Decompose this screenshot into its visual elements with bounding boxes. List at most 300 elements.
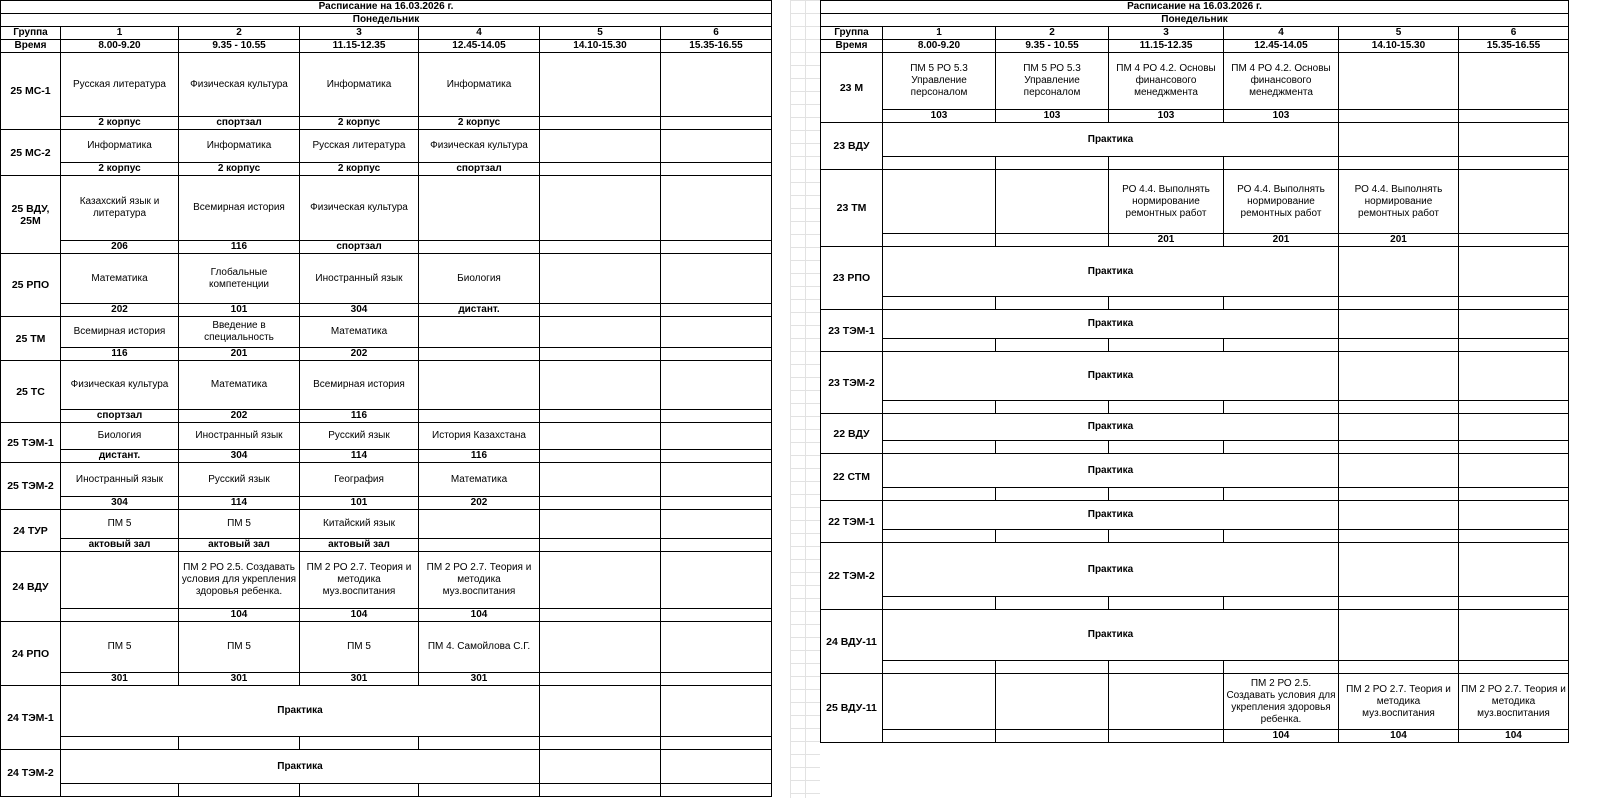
room-cell — [883, 441, 996, 454]
room-cell — [661, 450, 772, 463]
room-cell: 101 — [179, 304, 300, 317]
subject-cell: История Казахстана — [419, 423, 540, 450]
room-cell: актовый зал — [179, 539, 300, 552]
group-column-header: Группа — [821, 27, 883, 40]
subject-cell — [540, 463, 661, 497]
room-cell: 101 — [300, 497, 419, 510]
subject-cell: ПМ 4 РО 4.2. Основы финансового менеджмента — [1224, 53, 1339, 110]
pair-number: 5 — [540, 27, 661, 40]
room-row — [821, 597, 1569, 610]
pair-time: 15.35-16.55 — [661, 40, 772, 53]
subject-cell: РО 4.4. Выполнять нормирование ремонтных работ — [1109, 170, 1224, 234]
subject-cell: Русская литература — [300, 130, 419, 163]
group-name: 22 ТЭМ-2 — [821, 543, 883, 610]
subject-cell: Китайский язык — [300, 510, 419, 539]
subject-cell: ПМ 5 — [300, 622, 419, 673]
pair-time: 12.45-14.05 — [1224, 40, 1339, 53]
room-cell — [1459, 110, 1569, 123]
table-row — [821, 123, 1569, 157]
room-cell — [1109, 157, 1224, 170]
room-cell: 206 — [61, 241, 179, 254]
subject-cell: Физическая культура — [179, 53, 300, 117]
pair-time: 14.10-15.30 — [540, 40, 661, 53]
room-cell: 103 — [883, 110, 996, 123]
subject-cell: Информатика — [300, 53, 419, 117]
room-cell — [540, 539, 661, 552]
subject-cell: Биология — [61, 423, 179, 450]
spreadsheet-gap — [790, 0, 820, 798]
subject-cell: ПМ 4 РО 4.2. Основы финансового менеджмента — [1109, 53, 1224, 110]
room-cell — [883, 297, 996, 310]
empty-cell — [1459, 501, 1569, 530]
room-cell — [1224, 297, 1339, 310]
subject-cell — [661, 510, 772, 539]
room-cell — [540, 609, 661, 622]
table-row — [1, 176, 772, 241]
subject-cell — [661, 254, 772, 304]
room-cell — [1224, 339, 1339, 352]
subject-cell — [1109, 674, 1224, 730]
subject-cell: ПМ 2 РО 2.5. Создавать условия для укрепления здоровья ребенка. — [1224, 674, 1339, 730]
room-cell — [661, 539, 772, 552]
room-cell — [540, 784, 661, 797]
room-cell — [661, 241, 772, 254]
room-cell — [996, 234, 1109, 247]
room-cell — [883, 234, 996, 247]
subject-cell — [661, 53, 772, 117]
subject-cell — [540, 130, 661, 163]
subject-cell — [883, 170, 996, 234]
group-name: 24 ТУР — [1, 510, 61, 552]
subject-cell — [540, 552, 661, 609]
empty-cell — [1459, 352, 1569, 401]
room-cell — [1459, 339, 1569, 352]
practice-cell: Практика — [61, 686, 540, 737]
room-cell — [419, 784, 540, 797]
room-cell — [883, 401, 996, 414]
subject-cell — [540, 423, 661, 450]
subject-cell — [540, 254, 661, 304]
subject-cell: Иностранный язык — [61, 463, 179, 497]
group-name: 25 ТЭМ-1 — [1, 423, 61, 463]
subject-cell: РО 4.4. Выполнять нормирование ремонтных работ — [1224, 170, 1339, 234]
subject-cell: Математика — [419, 463, 540, 497]
table-row — [1, 317, 772, 348]
practice-cell: Практика — [61, 750, 540, 784]
room-cell: 116 — [179, 241, 300, 254]
room-cell — [1224, 530, 1339, 543]
room-cell: 301 — [179, 673, 300, 686]
subject-cell — [419, 361, 540, 410]
room-cell — [1339, 401, 1459, 414]
room-row — [1, 737, 772, 750]
room-cell — [1224, 401, 1339, 414]
room-cell — [883, 157, 996, 170]
room-cell — [1459, 597, 1569, 610]
pair-time: 12.45-14.05 — [419, 40, 540, 53]
room-cell — [179, 737, 300, 750]
room-cell — [540, 117, 661, 130]
empty-cell — [1339, 414, 1459, 441]
subject-cell: Информатика — [179, 130, 300, 163]
room-cell — [540, 737, 661, 750]
subject-cell — [661, 130, 772, 163]
table-row — [1, 53, 772, 117]
subject-cell: Иностранный язык — [179, 423, 300, 450]
empty-cell — [1459, 454, 1569, 488]
room-cell — [1459, 297, 1569, 310]
subject-cell — [1459, 53, 1569, 110]
room-cell: 104 — [1339, 730, 1459, 743]
room-cell — [996, 157, 1109, 170]
subject-cell: Глобальные компетенции — [179, 254, 300, 304]
pair-number: 1 — [61, 27, 179, 40]
pair-header-row — [1, 27, 772, 40]
room-cell — [996, 297, 1109, 310]
table-row — [821, 414, 1569, 441]
subject-cell: Информатика — [61, 130, 179, 163]
table-row — [821, 247, 1569, 297]
room-cell: 202 — [300, 348, 419, 361]
room-cell — [179, 784, 300, 797]
room-cell: 103 — [1224, 110, 1339, 123]
empty-cell — [1459, 310, 1569, 339]
subject-cell: ПМ 5 РО 5.3 Управление персоналом — [996, 53, 1109, 110]
group-name: 22 ТЭМ-1 — [821, 501, 883, 543]
schedule-title: Расписание на 16.03.2026 г. — [821, 1, 1569, 14]
subject-cell — [419, 176, 540, 241]
subject-cell: ПМ 4. Самойлова С.Г. — [419, 622, 540, 673]
room-cell: 301 — [61, 673, 179, 686]
room-cell — [540, 304, 661, 317]
room-cell: спортзал — [300, 241, 419, 254]
room-cell — [61, 609, 179, 622]
subject-cell — [661, 317, 772, 348]
table-row — [1, 254, 772, 304]
room-cell — [1339, 530, 1459, 543]
empty-cell — [1339, 610, 1459, 661]
room-cell: актовый зал — [300, 539, 419, 552]
subject-cell: Биология — [419, 254, 540, 304]
room-row — [1, 163, 772, 176]
room-cell — [996, 661, 1109, 674]
group-name: 25 ТЭМ-2 — [1, 463, 61, 510]
practice-cell: Практика — [883, 352, 1339, 401]
group-name: 24 ВДУ-11 — [821, 610, 883, 674]
room-cell: 304 — [61, 497, 179, 510]
room-cell — [1224, 157, 1339, 170]
pair-number: 4 — [1224, 27, 1339, 40]
room-cell — [1224, 488, 1339, 501]
time-column-header: Время — [821, 40, 883, 53]
room-cell — [661, 410, 772, 423]
subject-cell — [661, 463, 772, 497]
time-column-header: Время — [1, 40, 61, 53]
empty-cell — [1459, 610, 1569, 661]
room-row — [1, 497, 772, 510]
room-cell: 116 — [300, 410, 419, 423]
room-cell: 2 корпус — [300, 117, 419, 130]
subject-cell — [661, 622, 772, 673]
room-cell: 104 — [1224, 730, 1339, 743]
group-name: 25 МС-1 — [1, 53, 61, 130]
room-row — [1, 117, 772, 130]
room-cell — [300, 737, 419, 750]
table-row — [1, 552, 772, 609]
room-cell — [540, 410, 661, 423]
room-cell: 202 — [179, 410, 300, 423]
room-cell: 202 — [61, 304, 179, 317]
table-row — [821, 310, 1569, 339]
practice-cell: Практика — [883, 310, 1339, 339]
room-cell — [661, 304, 772, 317]
room-cell: 104 — [1459, 730, 1569, 743]
room-cell: 2 корпус — [61, 117, 179, 130]
empty-cell — [1459, 247, 1569, 297]
group-name: 23 ВДУ — [821, 123, 883, 170]
room-cell — [419, 539, 540, 552]
room-cell — [1109, 730, 1224, 743]
pair-time: 8.00-9.20 — [61, 40, 179, 53]
room-cell: 114 — [179, 497, 300, 510]
group-name: 23 ТЭМ-1 — [821, 310, 883, 352]
room-cell — [883, 661, 996, 674]
subject-cell: ПМ 2 РО 2.7. Теория и методика муз.воспитания — [1339, 674, 1459, 730]
pair-time: 9.35 - 10.55 — [179, 40, 300, 53]
empty-cell — [1339, 352, 1459, 401]
table-row — [1, 622, 772, 673]
room-cell — [1459, 441, 1569, 454]
subject-cell: ПМ 5 — [61, 510, 179, 539]
room-cell — [883, 488, 996, 501]
room-cell — [1224, 661, 1339, 674]
room-cell — [1109, 661, 1224, 674]
room-cell — [1339, 488, 1459, 501]
table-row — [821, 501, 1569, 530]
empty-cell — [1459, 123, 1569, 157]
room-cell — [1109, 530, 1224, 543]
subject-cell: РО 4.4. Выполнять нормирование ремонтных работ — [1339, 170, 1459, 234]
room-cell — [883, 530, 996, 543]
empty-cell — [1459, 414, 1569, 441]
room-cell — [661, 497, 772, 510]
room-cell — [1339, 297, 1459, 310]
room-row — [821, 157, 1569, 170]
room-cell — [540, 163, 661, 176]
subject-cell — [540, 361, 661, 410]
room-cell: дистант. — [61, 450, 179, 463]
schedule-sheet-right — [820, 0, 1569, 743]
table-row — [1, 686, 772, 737]
room-cell — [1109, 597, 1224, 610]
subject-cell — [419, 317, 540, 348]
room-cell — [1339, 597, 1459, 610]
room-row — [821, 730, 1569, 743]
subject-cell — [996, 674, 1109, 730]
room-cell: 2 корпус — [300, 163, 419, 176]
room-cell — [540, 450, 661, 463]
subject-cell — [661, 552, 772, 609]
group-name: 23 ТЭМ-2 — [821, 352, 883, 414]
subject-cell: Информатика — [419, 53, 540, 117]
group-name: 24 ТЭМ-2 — [1, 750, 61, 797]
room-cell — [540, 673, 661, 686]
room-cell — [661, 784, 772, 797]
group-name: 22 ВДУ — [821, 414, 883, 454]
room-cell — [996, 730, 1109, 743]
subject-cell: Русский язык — [300, 423, 419, 450]
room-cell — [1339, 339, 1459, 352]
room-cell — [661, 673, 772, 686]
subject-cell — [883, 674, 996, 730]
practice-cell: Практика — [883, 501, 1339, 530]
room-row — [821, 401, 1569, 414]
room-row — [821, 488, 1569, 501]
schedule-title: Расписание на 16.03.2026 г. — [1, 1, 772, 14]
room-row — [821, 530, 1569, 543]
subject-cell — [540, 510, 661, 539]
pair-number: 2 — [996, 27, 1109, 40]
group-name: 22 СТМ — [821, 454, 883, 501]
empty-cell — [661, 750, 772, 784]
empty-cell — [1339, 454, 1459, 488]
room-cell: 114 — [300, 450, 419, 463]
practice-cell: Практика — [883, 247, 1339, 297]
subject-cell: Русская литература — [61, 53, 179, 117]
room-cell: 202 — [419, 497, 540, 510]
schedule-table-left — [0, 0, 772, 797]
table-row — [1, 463, 772, 497]
room-cell — [540, 241, 661, 254]
group-name: 25 ВДУ, 25М — [1, 176, 61, 254]
room-cell — [540, 497, 661, 510]
pair-number: 3 — [1109, 27, 1224, 40]
room-row — [821, 661, 1569, 674]
subject-cell: Введение в специальность — [179, 317, 300, 348]
room-cell — [419, 410, 540, 423]
room-row — [821, 441, 1569, 454]
room-cell — [883, 597, 996, 610]
room-cell: 2 корпус — [419, 117, 540, 130]
pair-number: 3 — [300, 27, 419, 40]
subject-cell: ПМ 2 РО 2.5. Создавать условия для укрепления здоровья ребенка. — [179, 552, 300, 609]
subject-cell — [61, 552, 179, 609]
subject-cell: Физическая культура — [419, 130, 540, 163]
room-cell: 104 — [300, 609, 419, 622]
room-cell — [1224, 597, 1339, 610]
empty-cell — [1339, 543, 1459, 597]
room-cell: 2 корпус — [61, 163, 179, 176]
group-name: 23 М — [821, 53, 883, 123]
subject-cell: ПМ 2 РО 2.7. Теория и методика муз.воспитания — [300, 552, 419, 609]
empty-cell — [1339, 501, 1459, 530]
subject-cell: Физическая культура — [61, 361, 179, 410]
pair-number: 5 — [1339, 27, 1459, 40]
room-cell — [1109, 297, 1224, 310]
room-cell — [1109, 441, 1224, 454]
room-cell — [1339, 110, 1459, 123]
room-cell — [996, 597, 1109, 610]
subject-cell: География — [300, 463, 419, 497]
group-name: 25 ТМ — [1, 317, 61, 361]
room-cell: 201 — [1224, 234, 1339, 247]
group-name: 25 ТС — [1, 361, 61, 423]
day-row — [1, 14, 772, 27]
room-row — [1, 450, 772, 463]
practice-cell: Практика — [883, 123, 1339, 157]
subject-cell: ПМ 5 — [179, 510, 300, 539]
room-cell: 304 — [300, 304, 419, 317]
room-cell — [540, 348, 661, 361]
room-row — [1, 539, 772, 552]
table-row — [1, 510, 772, 539]
title-row — [821, 1, 1569, 14]
room-cell — [1459, 661, 1569, 674]
room-cell — [1459, 157, 1569, 170]
room-cell: 116 — [419, 450, 540, 463]
room-cell — [61, 737, 179, 750]
subject-cell — [1459, 170, 1569, 234]
pair-time: 11.15-12.35 — [300, 40, 419, 53]
group-name: 24 РПО — [1, 622, 61, 686]
pair-time: 9.35 - 10.55 — [996, 40, 1109, 53]
empty-cell — [540, 686, 661, 737]
empty-cell — [661, 686, 772, 737]
pair-number: 2 — [179, 27, 300, 40]
room-row — [1, 241, 772, 254]
subject-cell: Математика — [300, 317, 419, 348]
room-row — [821, 297, 1569, 310]
title-row — [1, 1, 772, 14]
room-cell: 201 — [1109, 234, 1224, 247]
empty-cell — [1459, 543, 1569, 597]
room-cell — [996, 339, 1109, 352]
room-cell — [61, 784, 179, 797]
room-cell: 201 — [179, 348, 300, 361]
day-row — [821, 14, 1569, 27]
room-cell — [661, 117, 772, 130]
room-cell: спортзал — [61, 410, 179, 423]
pair-number: 1 — [883, 27, 996, 40]
room-cell: 301 — [419, 673, 540, 686]
room-cell: 103 — [1109, 110, 1224, 123]
room-cell — [1459, 530, 1569, 543]
schedule-sheet-left — [0, 0, 772, 797]
room-cell: актовый зал — [61, 539, 179, 552]
room-row — [821, 339, 1569, 352]
empty-cell — [1339, 310, 1459, 339]
table-row — [821, 352, 1569, 401]
practice-cell: Практика — [883, 610, 1339, 661]
subject-cell — [661, 361, 772, 410]
day-name: Понедельник — [1, 14, 772, 27]
room-row — [1, 673, 772, 686]
pair-time: 14.10-15.30 — [1339, 40, 1459, 53]
room-cell — [996, 530, 1109, 543]
room-cell — [996, 488, 1109, 501]
subject-cell: ПМ 2 РО 2.7. Теория и методика муз.воспитания — [419, 552, 540, 609]
room-cell — [300, 784, 419, 797]
subject-cell: Математика — [61, 254, 179, 304]
table-row — [821, 674, 1569, 730]
pair-time: 8.00-9.20 — [883, 40, 996, 53]
practice-cell: Практика — [883, 454, 1339, 488]
subject-cell: Казахский язык и литература — [61, 176, 179, 241]
room-row — [1, 609, 772, 622]
group-name: 25 МС-2 — [1, 130, 61, 176]
room-cell — [1459, 234, 1569, 247]
pair-number: 6 — [1459, 27, 1569, 40]
